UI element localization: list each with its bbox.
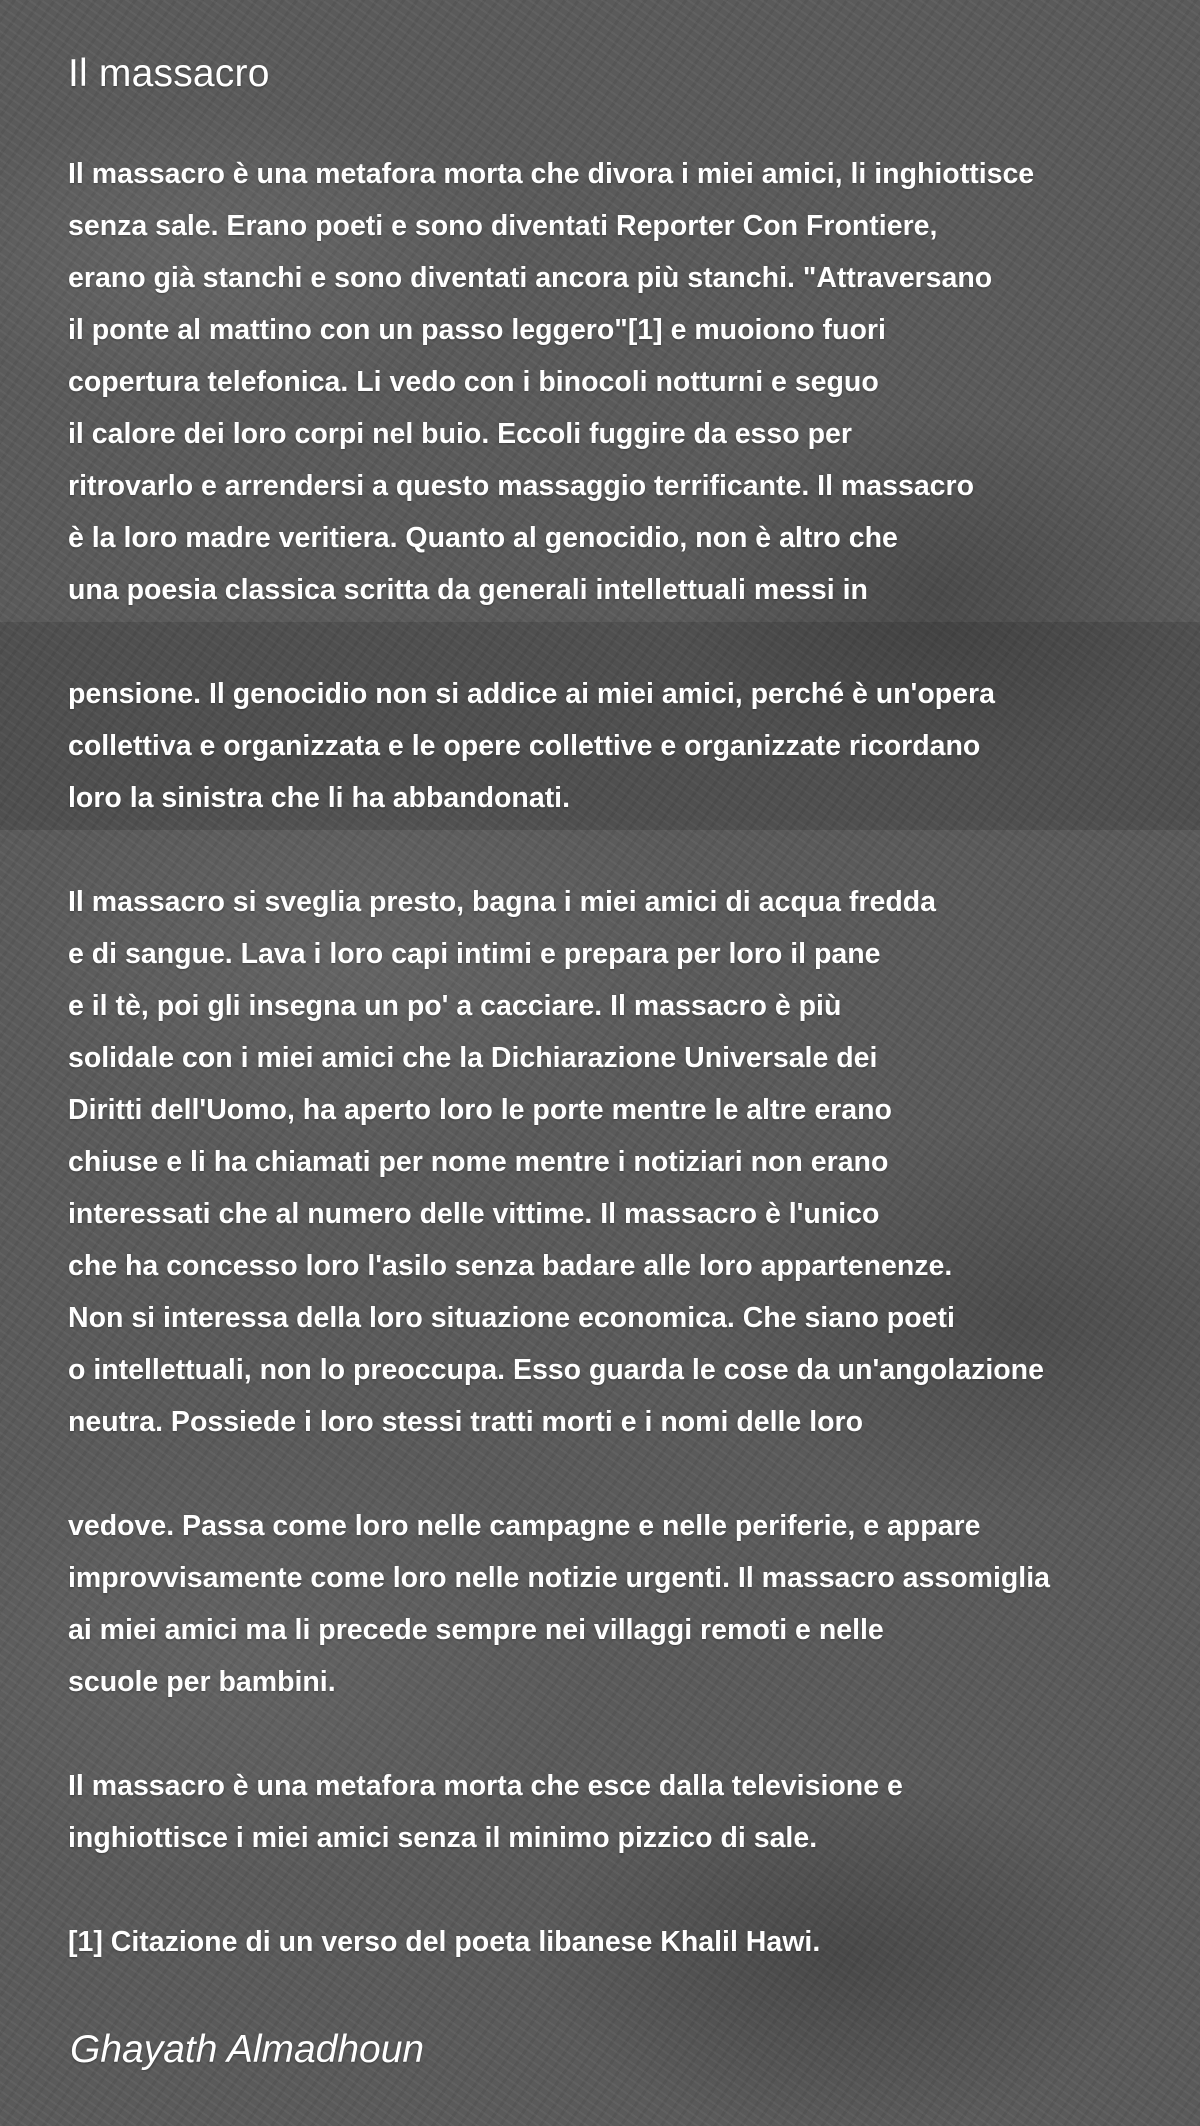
poem-line: erano già stanchi e sono diventati ancora più stanchi. "Attraversano bbox=[68, 262, 993, 294]
poem-line: o intellettuali, non lo preoccupa. Esso guarda le cose da un'angolazione bbox=[68, 1354, 1044, 1386]
poem-line: chiuse e li ha chiamati per nome mentre i notiziari non erano bbox=[68, 1146, 889, 1178]
poem-line: è la loro madre veritiera. Quanto al genocidio, non è altro che bbox=[68, 522, 898, 554]
poem-line: e di sangue. Lava i loro capi intimi e prepara per loro il pane bbox=[68, 938, 881, 970]
poem-line: inghiottisce i miei amici senza il minimo pizzico di sale. bbox=[68, 1822, 818, 1854]
poem-line: Diritti dell'Uomo, ha aperto loro le porte mentre le altre erano bbox=[68, 1094, 892, 1126]
poem-line: vedove. Passa come loro nelle campagne e nelle periferie, e appare bbox=[68, 1510, 981, 1542]
poem-author: Ghayath Almadhoun bbox=[70, 2028, 425, 2071]
poem-line: improvvisamente come loro nelle notizie urgenti. Il massacro assomiglia bbox=[68, 1562, 1050, 1594]
poem-line: e il tè, poi gli insegna un po' a cacciare. Il massacro è più bbox=[68, 990, 842, 1022]
poem-line: ai miei amici ma li precede sempre nei villaggi remoti e nelle bbox=[68, 1614, 884, 1646]
poem-line: senza sale. Erano poeti e sono diventati Reporter Con Frontiere, bbox=[68, 210, 938, 242]
poem-line: copertura telefonica. Li vedo con i binocoli notturni e seguo bbox=[68, 366, 879, 398]
poem-line: il calore dei loro corpi nel buio. Eccoli fuggire da esso per bbox=[68, 418, 852, 450]
poem-line: scuole per bambini. bbox=[68, 1666, 336, 1698]
poem-line: Non si interessa della loro situazione economica. Che siano poeti bbox=[68, 1302, 955, 1334]
poem-line: loro la sinistra che li ha abbandonati. bbox=[68, 782, 571, 814]
poem-line: Il massacro si sveglia presto, bagna i miei amici di acqua fredda bbox=[68, 886, 937, 918]
poem-title: Il massacro bbox=[68, 52, 270, 95]
poem-line: neutra. Possiede i loro stessi tratti morti e i nomi delle loro bbox=[68, 1406, 864, 1438]
poem-line: una poesia classica scritta da generali intellettuali messi in bbox=[68, 574, 868, 606]
poem-footnote: [1] Citazione di un verso del poeta libanese Khalil Hawi. bbox=[68, 1926, 821, 1958]
poem-line: Il massacro è una metafora morta che esce dalla televisione e bbox=[68, 1770, 903, 1802]
poem-line: pensione. Il genocidio non si addice ai miei amici, perché è un'opera bbox=[68, 678, 995, 710]
poem-line: Il massacro è una metafora morta che divora i miei amici, li inghiottisce bbox=[68, 158, 1035, 190]
poem-line: ritrovarlo e arrendersi a questo massaggio terrificante. Il massacro bbox=[68, 470, 975, 502]
poem-line: collettiva e organizzata e le opere collettive e organizzate ricordano bbox=[68, 730, 981, 762]
poem-line: interessati che al numero delle vittime. Il massacro è l'unico bbox=[68, 1198, 880, 1230]
poem-line: che ha concesso loro l'asilo senza badare alle loro appartenenze. bbox=[68, 1250, 953, 1282]
poem-line: il ponte al mattino con un passo leggero"[1] e muoiono fuori bbox=[68, 314, 886, 346]
poem-line: solidale con i miei amici che la Dichiarazione Universale dei bbox=[68, 1042, 878, 1074]
